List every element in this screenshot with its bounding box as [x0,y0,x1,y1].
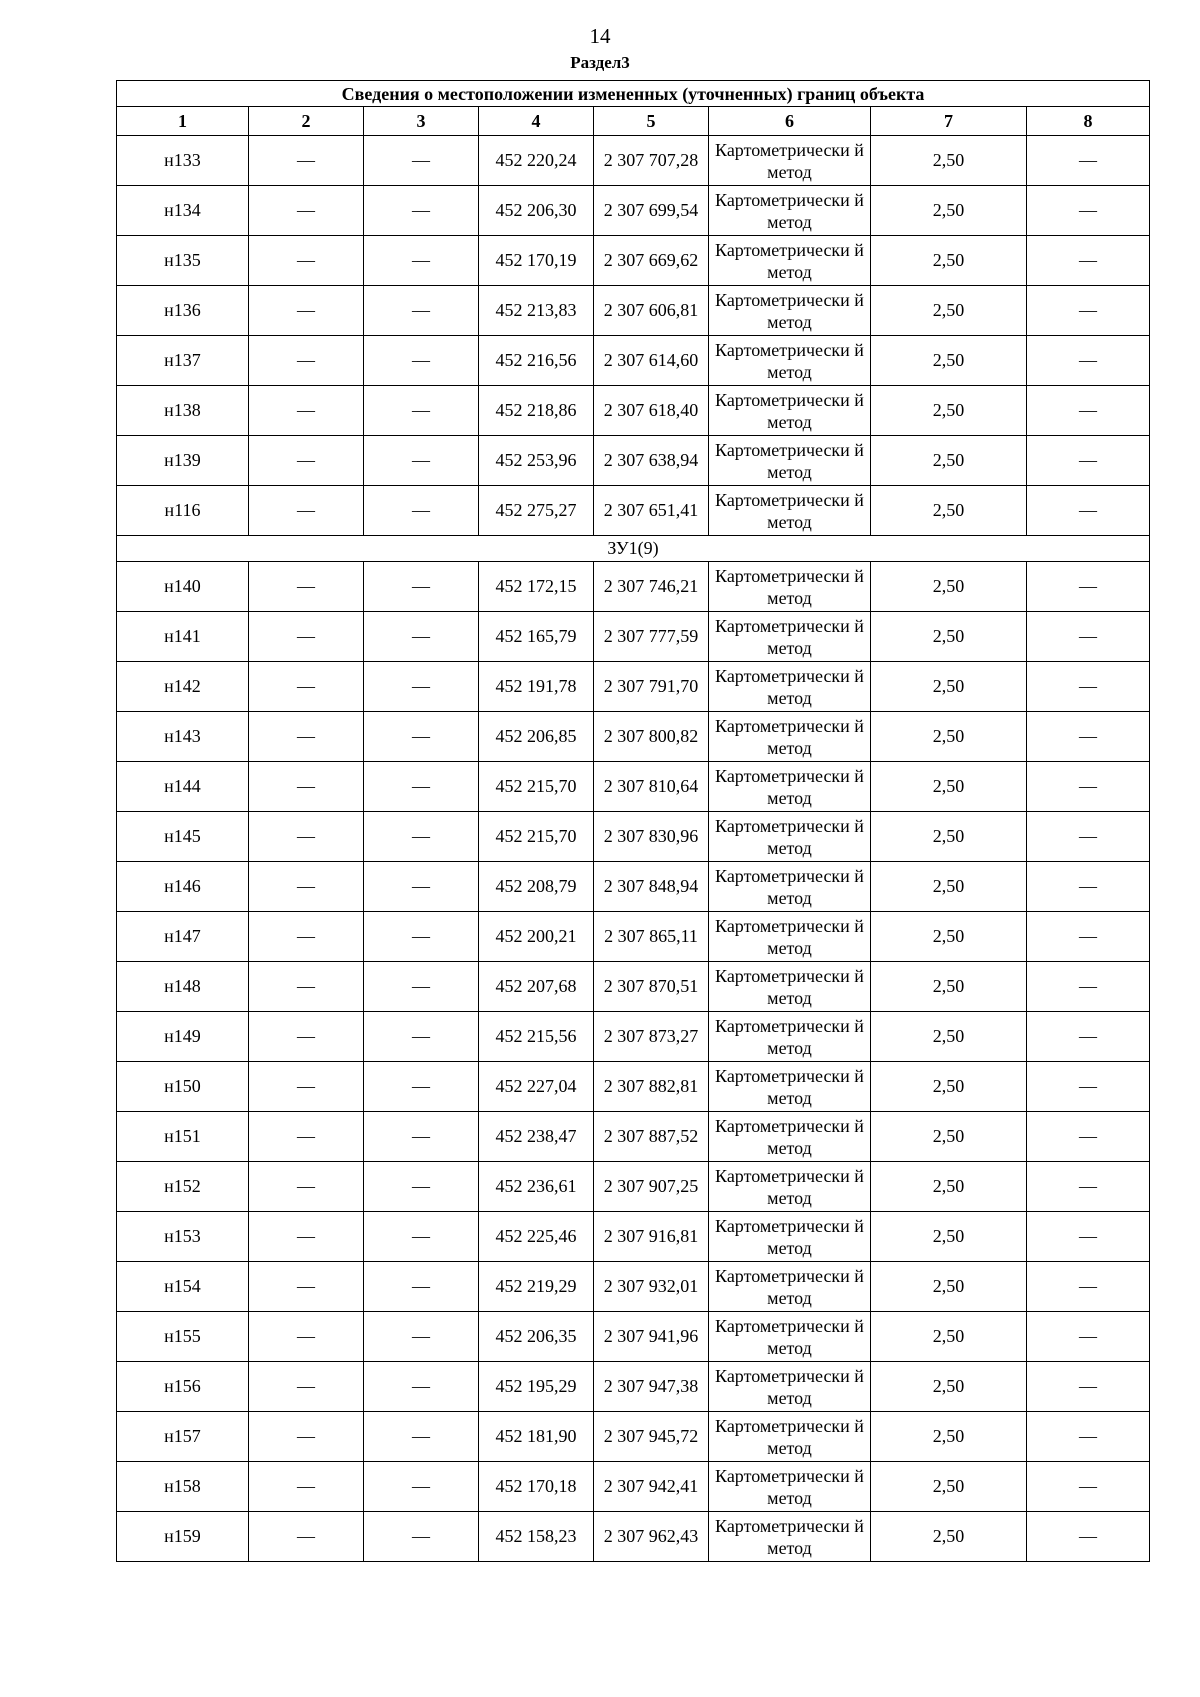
empty-dash-cell: — [1027,1112,1150,1162]
accuracy-cell: 2,50 [871,562,1027,612]
method-cell: Картометрически й метод [709,962,871,1012]
point-cell: н150 [117,1062,249,1112]
point-cell: н116 [117,486,249,536]
empty-dash-cell: — [1027,912,1150,962]
y-coordinate-cell: 2 307 942,41 [594,1462,709,1512]
accuracy-cell: 2,50 [871,1162,1027,1212]
accuracy-cell: 2,50 [871,862,1027,912]
empty-dash-cell: — [1027,436,1150,486]
empty-dash-cell: — [1027,662,1150,712]
x-coordinate-cell: 452 236,61 [479,1162,594,1212]
empty-dash-cell: — [249,1012,364,1062]
x-coordinate-cell: 452 170,18 [479,1462,594,1512]
point-cell: н149 [117,1012,249,1062]
x-coordinate-cell: 452 215,56 [479,1012,594,1062]
table-row [117,662,1150,712]
table-row [117,486,1150,536]
table-row [117,562,1150,612]
empty-dash-cell: — [1027,1362,1150,1412]
method-cell: Картометрически й метод [709,662,871,712]
method-cell: Картометрически й метод [709,286,871,336]
y-coordinate-cell: 2 307 699,54 [594,186,709,236]
table-row [117,712,1150,762]
point-cell: н135 [117,236,249,286]
y-coordinate-cell: 2 307 800,82 [594,712,709,762]
table-row [117,1362,1150,1412]
y-coordinate-cell: 2 307 941,96 [594,1312,709,1362]
y-coordinate-cell: 2 307 614,60 [594,336,709,386]
column-header: 2 [249,107,364,136]
method-cell: Картометрически й метод [709,1012,871,1062]
empty-dash-cell: — [364,562,479,612]
accuracy-cell: 2,50 [871,1312,1027,1362]
empty-dash-cell: — [364,286,479,336]
accuracy-cell: 2,50 [871,186,1027,236]
accuracy-cell: 2,50 [871,436,1027,486]
x-coordinate-cell: 452 206,85 [479,712,594,762]
empty-dash-cell: — [249,1112,364,1162]
empty-dash-cell: — [249,1412,364,1462]
empty-dash-cell: — [249,1062,364,1112]
method-cell: Картометрически й метод [709,386,871,436]
x-coordinate-cell: 452 170,19 [479,236,594,286]
empty-dash-cell: — [364,1212,479,1262]
empty-dash-cell: — [249,1262,364,1312]
empty-dash-cell: — [249,1362,364,1412]
empty-dash-cell: — [1027,336,1150,386]
empty-dash-cell: — [249,812,364,862]
column-header: 6 [709,107,871,136]
x-coordinate-cell: 452 220,24 [479,136,594,186]
table-row [117,1162,1150,1212]
empty-dash-cell: — [364,812,479,862]
empty-dash-cell: — [364,612,479,662]
group-label: ЗУ1(9) [117,536,1150,562]
empty-dash-cell: — [1027,812,1150,862]
x-coordinate-cell: 452 206,35 [479,1312,594,1362]
y-coordinate-cell: 2 307 945,72 [594,1412,709,1462]
accuracy-cell: 2,50 [871,812,1027,862]
x-coordinate-cell: 452 215,70 [479,812,594,862]
empty-dash-cell: — [364,1312,479,1362]
column-header: 1 [117,107,249,136]
x-coordinate-cell: 452 181,90 [479,1412,594,1462]
point-cell: н153 [117,1212,249,1262]
column-header: 4 [479,107,594,136]
empty-dash-cell: — [1027,386,1150,436]
empty-dash-cell: — [364,1162,479,1212]
accuracy-cell: 2,50 [871,1062,1027,1112]
y-coordinate-cell: 2 307 638,94 [594,436,709,486]
x-coordinate-cell: 452 195,29 [479,1362,594,1412]
empty-dash-cell: — [364,962,479,1012]
x-coordinate-cell: 452 227,04 [479,1062,594,1112]
accuracy-cell: 2,50 [871,1412,1027,1462]
y-coordinate-cell: 2 307 810,64 [594,762,709,812]
empty-dash-cell: — [364,336,479,386]
table-title: Сведения о местоположении измененных (уточненных) границ объекта [117,81,1150,107]
y-coordinate-cell: 2 307 651,41 [594,486,709,536]
y-coordinate-cell: 2 307 777,59 [594,612,709,662]
accuracy-cell: 2,50 [871,712,1027,762]
point-cell: н142 [117,662,249,712]
method-cell: Картометрически й метод [709,336,871,386]
empty-dash-cell: — [249,762,364,812]
table-row [117,812,1150,862]
point-cell: н138 [117,386,249,436]
empty-dash-cell: — [249,712,364,762]
empty-dash-cell: — [249,436,364,486]
empty-dash-cell: — [1027,962,1150,1012]
x-coordinate-cell: 452 158,23 [479,1512,594,1562]
empty-dash-cell: — [249,962,364,1012]
empty-dash-cell: — [1027,1262,1150,1312]
x-coordinate-cell: 452 253,96 [479,436,594,486]
y-coordinate-cell: 2 307 873,27 [594,1012,709,1062]
y-coordinate-cell: 2 307 932,01 [594,1262,709,1312]
point-cell: н143 [117,712,249,762]
empty-dash-cell: — [364,136,479,186]
point-cell: н155 [117,1312,249,1362]
empty-dash-cell: — [364,662,479,712]
empty-dash-cell: — [1027,136,1150,186]
empty-dash-cell: — [249,662,364,712]
y-coordinate-cell: 2 307 606,81 [594,286,709,336]
empty-dash-cell: — [1027,862,1150,912]
empty-dash-cell: — [364,912,479,962]
y-coordinate-cell: 2 307 669,62 [594,236,709,286]
empty-dash-cell: — [1027,1212,1150,1262]
method-cell: Картометрически й метод [709,1112,871,1162]
empty-dash-cell: — [1027,762,1150,812]
method-cell: Картометрически й метод [709,1512,871,1562]
y-coordinate-cell: 2 307 707,28 [594,136,709,186]
empty-dash-cell: — [249,1212,364,1262]
method-cell: Картометрически й метод [709,1462,871,1512]
x-coordinate-cell: 452 207,68 [479,962,594,1012]
point-cell: н157 [117,1412,249,1462]
boundary-table [116,80,1150,1562]
method-cell: Картометрически й метод [709,612,871,662]
accuracy-cell: 2,50 [871,612,1027,662]
table-row [117,336,1150,386]
empty-dash-cell: — [249,1462,364,1512]
page-number: 14 [589,24,611,48]
empty-dash-cell: — [364,1412,479,1462]
column-header: 3 [364,107,479,136]
point-cell: н146 [117,862,249,912]
x-coordinate-cell: 452 208,79 [479,862,594,912]
empty-dash-cell: — [249,186,364,236]
empty-dash-cell: — [249,562,364,612]
empty-dash-cell: — [249,286,364,336]
method-cell: Картометрически й метод [709,486,871,536]
empty-dash-cell: — [249,1312,364,1362]
y-coordinate-cell: 2 307 882,81 [594,1062,709,1112]
empty-dash-cell: — [249,386,364,436]
method-cell: Картометрически й метод [709,1212,871,1262]
table-row [117,762,1150,812]
method-cell: Картометрически й метод [709,762,871,812]
x-coordinate-cell: 452 191,78 [479,662,594,712]
empty-dash-cell: — [249,862,364,912]
point-cell: н144 [117,762,249,812]
accuracy-cell: 2,50 [871,386,1027,436]
method-cell: Картометрически й метод [709,712,871,762]
empty-dash-cell: — [364,236,479,286]
accuracy-cell: 2,50 [871,662,1027,712]
y-coordinate-cell: 2 307 870,51 [594,962,709,1012]
method-cell: Картометрически й метод [709,1262,871,1312]
y-coordinate-cell: 2 307 962,43 [594,1512,709,1562]
y-coordinate-cell: 2 307 916,81 [594,1212,709,1262]
y-coordinate-cell: 2 307 848,94 [594,862,709,912]
x-coordinate-cell: 452 172,15 [479,562,594,612]
x-coordinate-cell: 452 218,86 [479,386,594,436]
point-cell: н136 [117,286,249,336]
table-row [117,1262,1150,1312]
method-cell: Картометрически й метод [709,1362,871,1412]
accuracy-cell: 2,50 [871,336,1027,386]
empty-dash-cell: — [1027,612,1150,662]
accuracy-cell: 2,50 [871,1362,1027,1412]
x-coordinate-cell: 452 275,27 [479,486,594,536]
method-cell: Картометрически й метод [709,136,871,186]
x-coordinate-cell: 452 200,21 [479,912,594,962]
method-cell: Картометрически й метод [709,186,871,236]
y-coordinate-cell: 2 307 947,38 [594,1362,709,1412]
table-row [117,136,1150,186]
x-coordinate-cell: 452 165,79 [479,612,594,662]
point-cell: н148 [117,962,249,1012]
point-cell: н134 [117,186,249,236]
empty-dash-cell: — [364,862,479,912]
accuracy-cell: 2,50 [871,1462,1027,1512]
column-header: 8 [1027,107,1150,136]
method-cell: Картометрически й метод [709,912,871,962]
accuracy-cell: 2,50 [871,1512,1027,1562]
method-cell: Картометрически й метод [709,1312,871,1362]
empty-dash-cell: — [249,1162,364,1212]
empty-dash-cell: — [249,612,364,662]
empty-dash-cell: — [1027,1162,1150,1212]
x-coordinate-cell: 452 238,47 [479,1112,594,1162]
empty-dash-cell: — [249,236,364,286]
table-row [117,1312,1150,1362]
point-cell: н154 [117,1262,249,1312]
accuracy-cell: 2,50 [871,1112,1027,1162]
method-cell: Картометрически й метод [709,1062,871,1112]
empty-dash-cell: — [249,336,364,386]
point-cell: н145 [117,812,249,862]
y-coordinate-cell: 2 307 618,40 [594,386,709,436]
method-cell: Картометрически й метод [709,812,871,862]
column-header: 5 [594,107,709,136]
accuracy-cell: 2,50 [871,912,1027,962]
x-coordinate-cell: 452 206,30 [479,186,594,236]
empty-dash-cell: — [364,186,479,236]
point-cell: н147 [117,912,249,962]
x-coordinate-cell: 452 225,46 [479,1212,594,1262]
empty-dash-cell: — [1027,286,1150,336]
empty-dash-cell: — [364,712,479,762]
empty-dash-cell: — [364,762,479,812]
accuracy-cell: 2,50 [871,486,1027,536]
empty-dash-cell: — [1027,236,1150,286]
method-cell: Картометрически й метод [709,236,871,286]
empty-dash-cell: — [364,486,479,536]
x-coordinate-cell: 452 216,56 [479,336,594,386]
point-cell: н158 [117,1462,249,1512]
point-cell: н159 [117,1512,249,1562]
method-cell: Картометрически й метод [709,862,871,912]
empty-dash-cell: — [1027,486,1150,536]
table-row [117,962,1150,1012]
empty-dash-cell: — [1027,1462,1150,1512]
method-cell: Картометрически й метод [709,562,871,612]
empty-dash-cell: — [1027,186,1150,236]
empty-dash-cell: — [364,436,479,486]
empty-dash-cell: — [364,1462,479,1512]
table-row [117,286,1150,336]
empty-dash-cell: — [1027,1512,1150,1562]
empty-dash-cell: — [1027,562,1150,612]
table-row [117,1512,1150,1562]
x-coordinate-cell: 452 215,70 [479,762,594,812]
point-cell: н140 [117,562,249,612]
table-body-a [117,136,1150,536]
empty-dash-cell: — [364,1062,479,1112]
method-cell: Картометрически й метод [709,436,871,486]
y-coordinate-cell: 2 307 746,21 [594,562,709,612]
y-coordinate-cell: 2 307 830,96 [594,812,709,862]
table-row [117,1112,1150,1162]
column-header: 7 [871,107,1027,136]
accuracy-cell: 2,50 [871,1212,1027,1262]
y-coordinate-cell: 2 307 791,70 [594,662,709,712]
accuracy-cell: 2,50 [871,136,1027,186]
empty-dash-cell: — [364,386,479,436]
table-row [117,862,1150,912]
empty-dash-cell: — [1027,712,1150,762]
section-title: Раздел3 [570,53,630,72]
table-row [117,1212,1150,1262]
empty-dash-cell: — [1027,1062,1150,1112]
method-cell: Картометрически й метод [709,1412,871,1462]
accuracy-cell: 2,50 [871,286,1027,336]
empty-dash-cell: — [364,1512,479,1562]
empty-dash-cell: — [364,1012,479,1062]
table-row [117,1462,1150,1512]
y-coordinate-cell: 2 307 887,52 [594,1112,709,1162]
point-cell: н133 [117,136,249,186]
accuracy-cell: 2,50 [871,236,1027,286]
table-row [117,436,1150,486]
empty-dash-cell: — [364,1362,479,1412]
table-row [117,1012,1150,1062]
point-cell: н156 [117,1362,249,1412]
point-cell: н151 [117,1112,249,1162]
table-row [117,1412,1150,1462]
accuracy-cell: 2,50 [871,1012,1027,1062]
accuracy-cell: 2,50 [871,1262,1027,1312]
x-coordinate-cell: 452 213,83 [479,286,594,336]
empty-dash-cell: — [364,1262,479,1312]
empty-dash-cell: — [249,486,364,536]
accuracy-cell: 2,50 [871,762,1027,812]
y-coordinate-cell: 2 307 865,11 [594,912,709,962]
table-row [117,236,1150,286]
table-row [117,612,1150,662]
method-cell: Картометрически й метод [709,1162,871,1212]
table-row [117,912,1150,962]
point-cell: н137 [117,336,249,386]
point-cell: н152 [117,1162,249,1212]
accuracy-cell: 2,50 [871,962,1027,1012]
empty-dash-cell: — [249,912,364,962]
empty-dash-cell: — [249,136,364,186]
point-cell: н139 [117,436,249,486]
y-coordinate-cell: 2 307 907,25 [594,1162,709,1212]
table-row [117,186,1150,236]
table-body-b [117,562,1150,1562]
empty-dash-cell: — [249,1512,364,1562]
x-coordinate-cell: 452 219,29 [479,1262,594,1312]
empty-dash-cell: — [364,1112,479,1162]
table-row [117,386,1150,436]
point-cell: н141 [117,612,249,662]
table-row [117,1062,1150,1112]
empty-dash-cell: — [1027,1312,1150,1362]
empty-dash-cell: — [1027,1412,1150,1462]
empty-dash-cell: — [1027,1012,1150,1062]
